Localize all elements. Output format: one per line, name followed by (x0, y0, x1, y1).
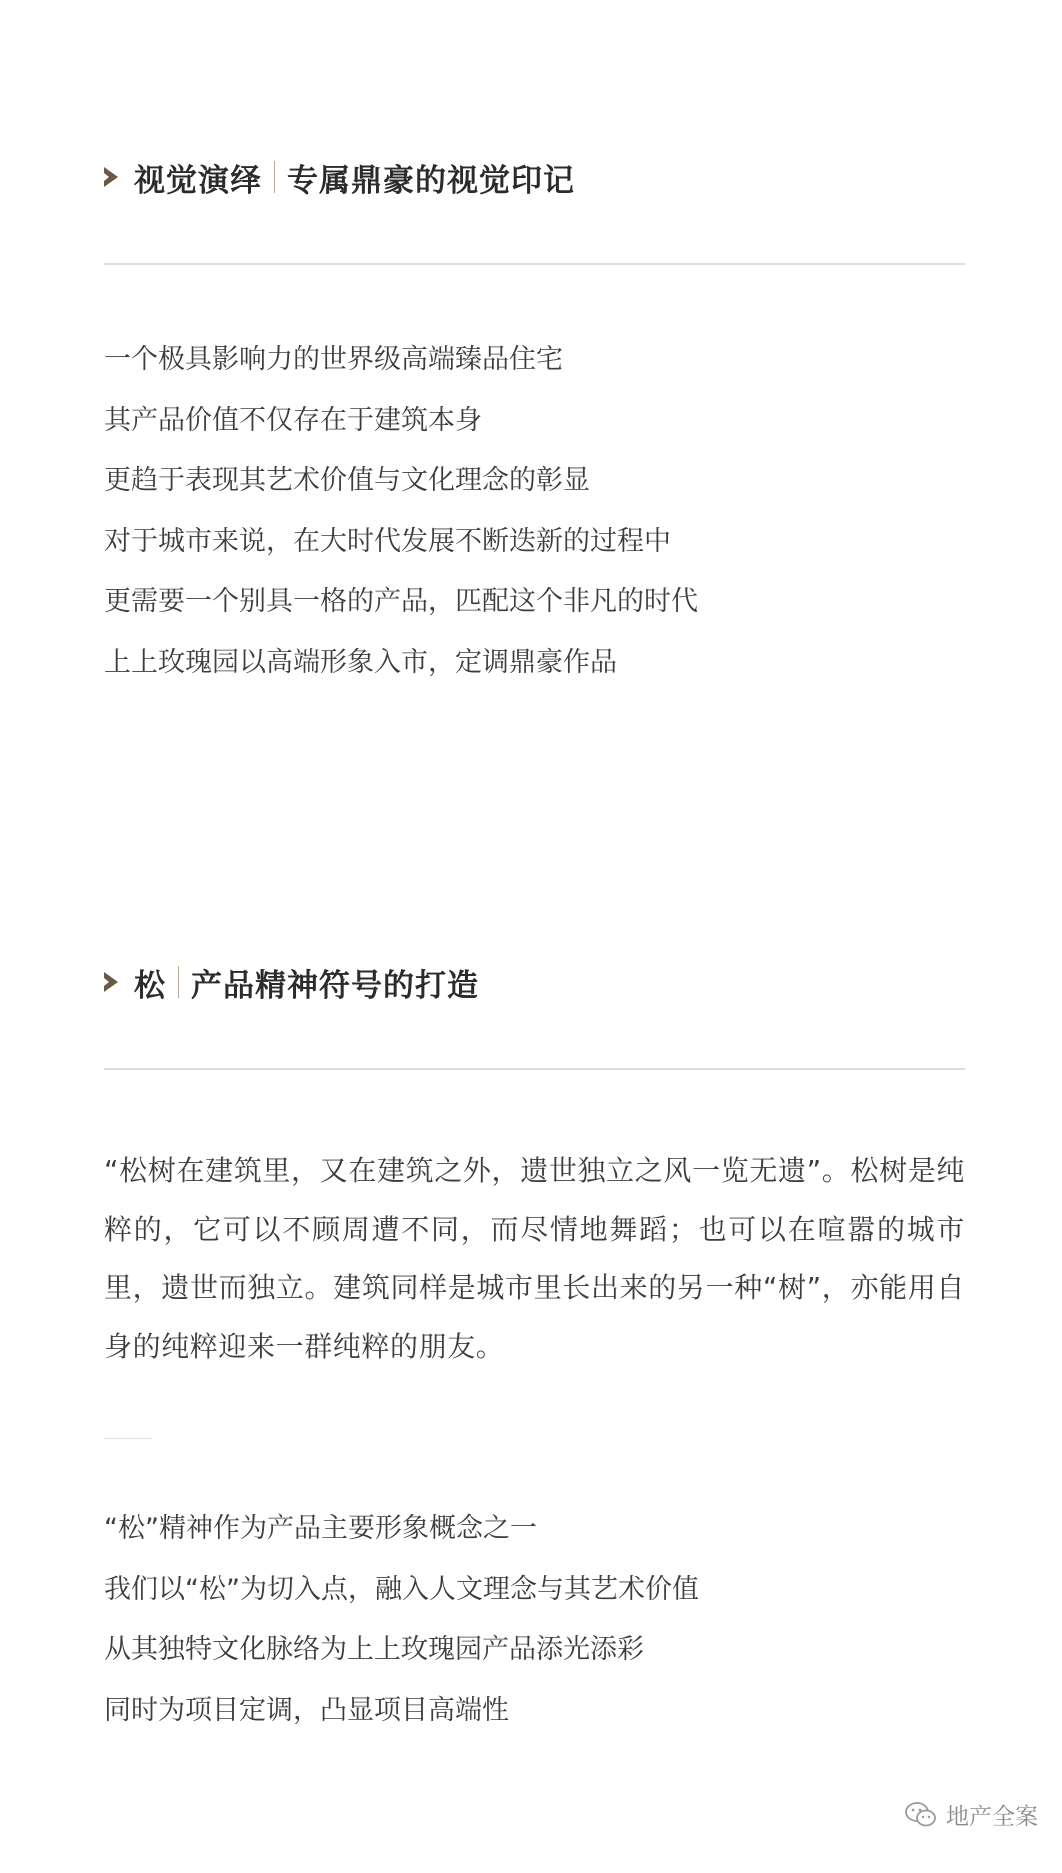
arrow-right-icon (104, 167, 118, 187)
heading-separator (274, 161, 275, 193)
text-line: “松”精神作为产品主要形象概念之一 (104, 1513, 537, 1544)
section1-subtitle: 专属鼎豪的视觉印记 (287, 162, 575, 199)
short-divider (104, 1438, 152, 1439)
watermark (904, 1798, 1038, 1831)
wechat-icon (904, 1801, 938, 1829)
text-line: 一个极具影响力的世界级高端臻品住宅 (104, 344, 563, 375)
text-line: 其产品价值不仅存在于建筑本身 (104, 404, 482, 436)
heading-separator (178, 966, 179, 998)
text-line: 对于城市来说，在大时代发展不断迭新的过程中 (104, 525, 671, 557)
section2-title: 松 (134, 967, 166, 1004)
section2-subtitle: 产品精神符号的打造 (191, 967, 479, 1004)
section1-text (104, 330, 965, 693)
section2-divider (104, 1068, 965, 1070)
section1-title: 视觉演绎 (134, 162, 262, 199)
section1-divider (104, 263, 965, 265)
section2-text (104, 1499, 965, 1741)
arrow-right-icon (104, 972, 118, 992)
text-line: 我们以“松”为切入点，融入人文理念与其艺术价值 (104, 1573, 699, 1605)
text-line: 更需要一个别具一格的产品，匹配这个非凡的时代 (104, 586, 698, 617)
section2-paragraph: “松树在建筑里，又在建筑之外，遗世独立之风一览无遗”。松树是纯粹的，它可以不顾周遭不同，而尽情地舞蹈；也可以在喧嚣的城市里，遗世而独立。建筑同样是城市里长出来的另一种“树”，亦能用自身的纯粹迎来一群纯粹的朋友。 (104, 1154, 965, 1363)
watermark-text: 地产全案 (946, 1804, 1038, 1830)
text-line: 更趋于表现其艺术价值与文化理念的彰显 (104, 465, 590, 496)
text-line: 上上玫瑰园以高端形象入市，定调鼎豪作品 (104, 646, 617, 678)
text-line: 同时为项目定调，凸显项目高端性 (104, 1694, 509, 1726)
section2-heading (104, 957, 479, 1007)
text-line: 从其独特文化脉络为上上玫瑰园产品添光添彩 (104, 1634, 644, 1665)
section1-heading (104, 152, 575, 202)
